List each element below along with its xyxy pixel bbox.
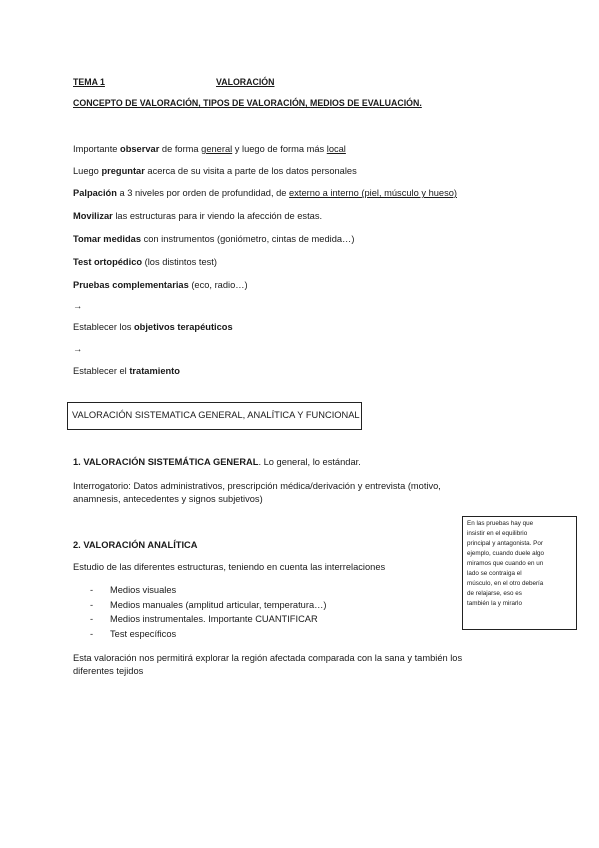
side-note-line: principal y antagonista. Por: [467, 540, 543, 547]
text: Movilizar: [73, 211, 113, 221]
step-mobilize: [73, 210, 322, 222]
text: (los distintos test): [142, 257, 217, 267]
text: Palpación: [73, 188, 117, 198]
tema-label: TEMA 1: [73, 77, 105, 87]
side-note-line: músculo, en el otro debería: [467, 580, 544, 587]
text: Establecer el: [73, 366, 130, 376]
text: a 3 niveles por orden de profundidad, de: [116, 188, 290, 198]
text: Test ortopédico: [73, 257, 143, 267]
section1-body-line1: Interrogatorio: Datos administrativos, prescripción médica/derivación y entrevista (motivo,: [73, 481, 441, 491]
side-note-line: lado se contraiga el: [467, 570, 522, 577]
section2-closing-line1: Esta valoración nos permitirá explorar la región afectada comparada con la sana y también los: [73, 653, 463, 663]
page-subtitle: CONCEPTO DE VALORACIÓN, TIPOS DE VALORACIÓN, MEDIOS DE EVALUACIÓN.: [73, 98, 422, 108]
text: observar: [120, 144, 160, 154]
text: local: [326, 144, 346, 154]
side-note-line: también la y mirarlo: [467, 600, 522, 607]
section2-closing-line2: diferentes tejidos: [73, 666, 144, 676]
text: Importante: [73, 144, 121, 154]
side-note-line: En las pruebas hay que: [467, 520, 534, 527]
step-measure: [73, 233, 354, 245]
section-box: [67, 402, 362, 430]
text: objetivos terapéuticos: [133, 322, 233, 332]
section1-body-line2: anamnesis, antecedentes y signos subjetivos): [73, 494, 263, 504]
step-ask: [73, 165, 357, 177]
text: tratamiento: [129, 366, 180, 376]
text: Tomar medidas: [73, 234, 142, 244]
text: de forma: [159, 144, 202, 154]
side-note: [462, 516, 577, 630]
section-box-title: VALORACIÓN SISTEMATICA GENERAL, ANALÍTICA Y FUNCIONAL: [72, 410, 360, 420]
step-observe: [73, 143, 346, 155]
list-item: - Medios instrumentales. Importante CUANTIFICAR: [90, 612, 327, 627]
text: general: [201, 144, 233, 154]
text: . Lo general, lo estándar.: [258, 457, 361, 467]
side-note-line: miramos que cuando en un: [467, 560, 544, 567]
arrow-icon: →: [73, 301, 83, 311]
arrow-icon: →: [73, 344, 83, 354]
list-item: - Medios manuales (amplitud articular, temperatura…): [90, 598, 327, 613]
text: 1. VALORACIÓN SISTEMÁTICA GENERAL: [73, 457, 259, 467]
text: externo a interno (piel, músculo y hueso): [289, 188, 457, 198]
step-objectives: [73, 321, 233, 333]
bullet-list: [90, 583, 327, 641]
step-treatment: [73, 365, 180, 377]
text: preguntar: [101, 166, 145, 176]
list-item: - Test específicos: [90, 627, 327, 642]
side-note-line: insistir en el equilibrio: [467, 530, 528, 537]
side-note-line: de relajarse, eso es: [467, 590, 522, 597]
text: Establecer los: [73, 322, 134, 332]
text: las estructuras para ir viendo la afección de estas.: [112, 211, 323, 221]
text: con instrumentos (goniómetro, cintas de medida…): [141, 234, 355, 244]
text: acerca de su visita a parte de los datos personales: [144, 166, 357, 176]
text: y luego de forma más: [232, 144, 327, 154]
step-complementary: [73, 279, 248, 291]
page-title: VALORACIÓN: [216, 77, 275, 87]
section2-heading: 2. VALORACIÓN ANALÍTICA: [73, 540, 198, 550]
list-item: - Medios visuales: [90, 583, 327, 598]
side-note-line: ejemplo, cuando duele algo: [467, 550, 545, 557]
step-palpate: [73, 187, 457, 199]
section2-intro: Estudio de las diferentes estructuras, teniendo en cuenta las interrelaciones: [73, 562, 386, 572]
section1-heading: [73, 456, 361, 468]
step-ortho-test: [73, 256, 217, 268]
text: (eco, radio…): [188, 280, 248, 290]
text: Luego: [73, 166, 102, 176]
text: Pruebas complementarias: [73, 280, 189, 290]
